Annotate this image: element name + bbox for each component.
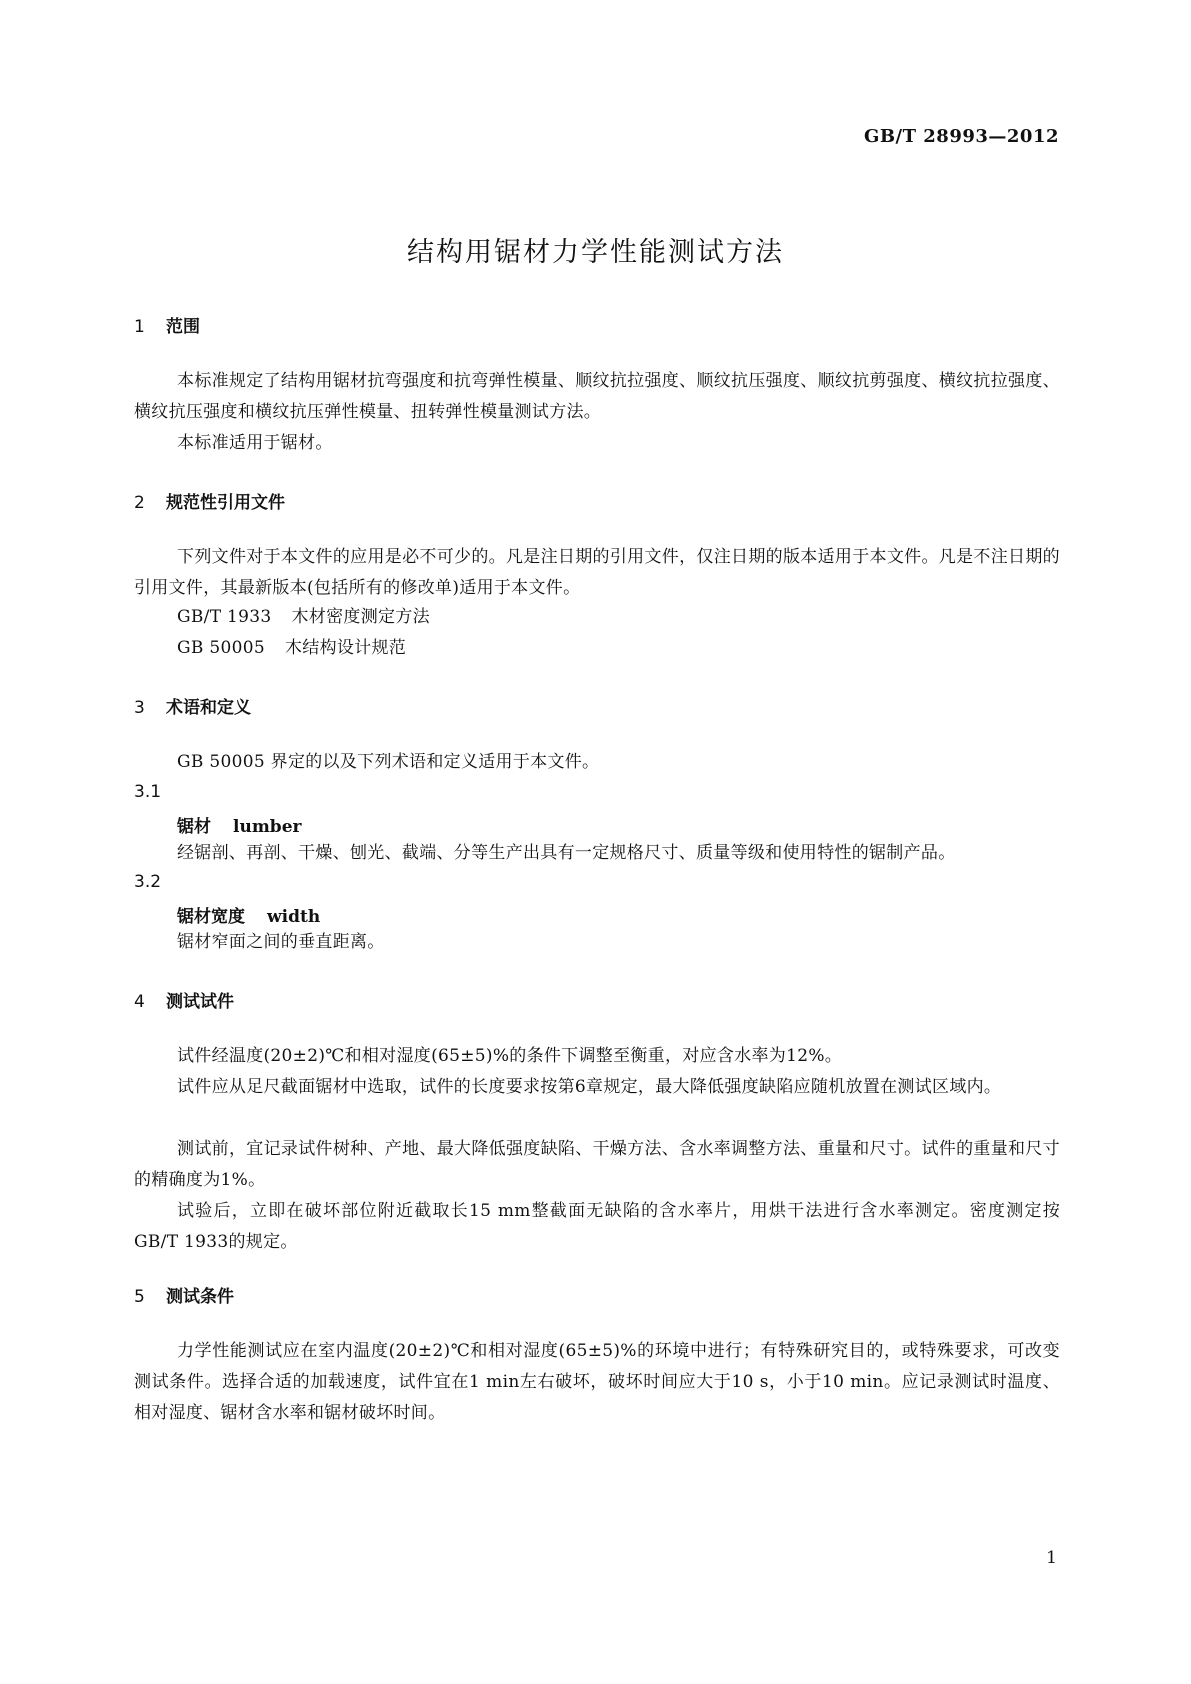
- reference-item: [177, 633, 406, 664]
- section-number: 3: [134, 698, 145, 718]
- section-3-paragraph-1: GB 50005 界定的以及下列术语和定义适用于本文件。: [177, 752, 600, 772]
- section-title: 测试条件: [166, 1287, 234, 1307]
- section-1-heading: [134, 312, 200, 337]
- term-en: lumber: [233, 817, 302, 837]
- term-definition: 锯材窄面之间的垂直距离。: [177, 932, 385, 952]
- term-name: [177, 902, 320, 927]
- reference-title: 木材密度测定方法: [291, 607, 430, 627]
- section-4-paragraph-4: 试验后，立即在破坏部位附近截取长15 mm整截面无缺陷的含水率片，用烘干法进行含水率测定。密度测定按GB/T 1933的规定。: [134, 1201, 1060, 1252]
- standard-code: GB/T 28993—2012: [863, 126, 1059, 147]
- term-en: width: [267, 907, 321, 927]
- section-number: 2: [134, 493, 145, 513]
- section-number: 1: [134, 317, 145, 337]
- term-zh: 锯材: [177, 817, 211, 837]
- section-title: 术语和定义: [166, 698, 251, 718]
- section-title: 规范性引用文件: [166, 493, 285, 513]
- section-2-heading: [134, 488, 285, 513]
- section-1-paragraph-1: 本标准规定了结构用锯材抗弯强度和抗弯弹性模量、顺纹抗拉强度、顺纹抗压强度、顺纹抗剪强度、横纹抗拉强度、横纹抗压强度和横纹抗压弹性模量、扭转弹性模量测试方法。: [134, 371, 1060, 422]
- term-number: 3.1: [134, 782, 162, 802]
- reference-code: GB 50005: [177, 638, 265, 658]
- section-5-heading: [134, 1282, 234, 1307]
- section-number: 5: [134, 1287, 145, 1307]
- section-2-paragraph-1: 下列文件对于本文件的应用是必不可少的。凡是注日期的引用文件，仅注日期的版本适用于本文件。凡是不注日期的引用文件，其最新版本(包括所有的修改单)适用于本文件。: [134, 547, 1060, 598]
- section-5-paragraph-1: 力学性能测试应在室内温度(20±2)℃和相对湿度(65±5)%的环境中进行；有特殊研究目的，或特殊要求，可改变测试条件。选择合适的加载速度，试件宜在1 min左右破坏，破坏时间应大于10 s，小于10 min。应记录测试时温度、相对湿度、锯材含水率和锯材破坏时间。: [134, 1341, 1060, 1423]
- section-3-heading: [134, 693, 251, 718]
- section-4-paragraph-2: 试件应从足尺截面锯材中选取，试件的长度要求按第6章规定，最大降低强度缺陷应随机放置在测试区域内。: [177, 1077, 1002, 1097]
- section-4-heading: [134, 987, 234, 1012]
- term-number: 3.2: [134, 872, 162, 892]
- reference-title: 木结构设计规范: [284, 638, 407, 658]
- term-name: [177, 812, 301, 837]
- section-1-paragraph-2: 本标准适用于锯材。: [177, 433, 333, 453]
- page-number: 1: [1046, 1548, 1057, 1568]
- section-title: 范围: [166, 317, 200, 337]
- section-title: 测试试件: [166, 992, 234, 1012]
- term-zh: 锯材宽度: [177, 907, 245, 927]
- section-4-paragraph-3: 测试前，宜记录试件树种、产地、最大降低强度缺陷、干燥方法、含水率调整方法、重量和尺寸。试件的重量和尺寸的精确度为1%。: [134, 1139, 1060, 1190]
- reference-code: GB/T 1933: [177, 607, 272, 627]
- document-title: 结构用锯材力学性能测试方法: [407, 237, 784, 268]
- section-number: 4: [134, 992, 145, 1012]
- term-definition: 经锯剖、再剖、干燥、刨光、截端、分等生产出具有一定规格尺寸、质量等级和使用特性的锯制产品。: [177, 843, 956, 863]
- reference-item: [177, 602, 430, 633]
- section-4-paragraph-1: 试件经温度(20±2)℃和相对湿度(65±5)%的条件下调整至衡重，对应含水率为12%。: [177, 1046, 843, 1066]
